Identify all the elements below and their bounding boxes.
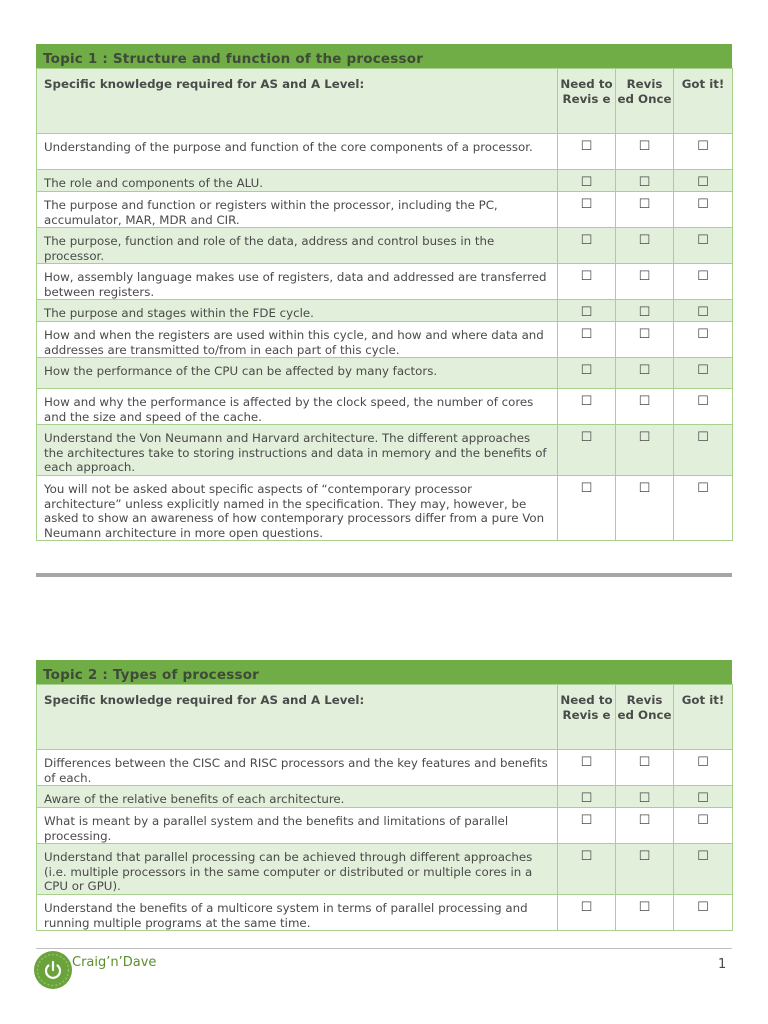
need-to-revise-checkbox[interactable]: ☐ [558,808,616,844]
topic-2-title: Topic 2 : Types of processor [36,660,732,684]
table-row [37,476,733,541]
need-to-revise-header: Need to Revis e [558,685,616,750]
row-text: Understand the Von Neumann and Harvard architecture. The different approaches the architectures take to storing instructions and data in memory and the benefits of each approach. [37,425,558,476]
need-to-revise-checkbox[interactable]: ☐ [558,786,616,808]
table-row [37,389,733,425]
revised-once-checkbox[interactable]: ☐ [616,425,674,476]
table-row [37,322,733,358]
table-row [37,895,733,931]
got-it-header: Got it! [674,685,733,750]
need-to-revise-checkbox[interactable]: ☐ [558,358,616,389]
row-text: You will not be asked about specific aspects of “contemporary processor architecture” unless explicitly named in the specification. They may, however, be asked to show an awareness of how contemporary processors differ from a pure Von Neumann architecture in more open questions. [37,476,558,541]
got-it-checkbox[interactable]: ☐ [674,425,733,476]
row-text: Understand that parallel processing can be achieved through different approaches (i.e. multiple processors in the same computer or distributed or multiple cores in a CPU or GPU). [37,844,558,895]
row-text: Differences between the CISC and RISC processors and the key features and benefits of each. [37,750,558,786]
table-row [37,786,733,808]
knowledge-header: Specific knowledge required for AS and A Level: [37,685,558,750]
table-row [37,134,733,170]
revised-once-checkbox[interactable]: ☐ [616,844,674,895]
section-divider [36,573,732,577]
page-number: 1 [718,957,727,972]
row-text: The role and components of the ALU. [37,170,558,192]
topic-2-header-row [37,685,733,750]
topic-1-title: Topic 1 : Structure and function of the processor [36,44,732,68]
row-text: How and when the registers are used within this cycle, and how and where data and addresses are transmitted to/from in each part of this cycle. [37,322,558,358]
topic-2-section [36,660,732,931]
revised-once-checkbox[interactable]: ☐ [616,786,674,808]
got-it-checkbox[interactable]: ☐ [674,192,733,228]
got-it-checkbox[interactable]: ☐ [674,358,733,389]
table-row [37,358,733,389]
row-text: How, assembly language makes use of registers, data and addressed are transferred between registers. [37,264,558,300]
got-it-checkbox[interactable]: ☐ [674,170,733,192]
need-to-revise-checkbox[interactable]: ☐ [558,264,616,300]
revised-once-checkbox[interactable]: ☐ [616,192,674,228]
row-text: How and why the performance is affected by the clock speed, the number of cores and the size and speed of the cache. [37,389,558,425]
got-it-checkbox[interactable]: ☐ [674,389,733,425]
brand-name: Craig’n’Dave [72,955,157,970]
knowledge-header: Specific knowledge required for AS and A Level: [37,69,558,134]
revised-once-header: Revis ed Once [616,685,674,750]
revised-once-checkbox[interactable]: ☐ [616,264,674,300]
table-row [37,170,733,192]
revised-once-checkbox[interactable]: ☐ [616,358,674,389]
table-row [37,192,733,228]
need-to-revise-checkbox[interactable]: ☐ [558,322,616,358]
row-text: The purpose and function or registers within the processor, including the PC, accumulator, MAR, MDR and CIR. [37,192,558,228]
topic-1-header-row [37,69,733,134]
need-to-revise-checkbox[interactable]: ☐ [558,425,616,476]
row-text: The purpose and stages within the FDE cycle. [37,300,558,322]
table-row [37,808,733,844]
need-to-revise-checkbox[interactable]: ☐ [558,389,616,425]
table-row [37,750,733,786]
got-it-checkbox[interactable]: ☐ [674,750,733,786]
need-to-revise-checkbox[interactable]: ☐ [558,750,616,786]
footer-rule [36,948,732,949]
got-it-checkbox[interactable]: ☐ [674,808,733,844]
row-text: What is meant by a parallel system and the benefits and limitations of parallel processing. [37,808,558,844]
got-it-checkbox[interactable]: ☐ [674,844,733,895]
row-text: The purpose, function and role of the data, address and control buses in the processor. [37,228,558,264]
table-row [37,228,733,264]
need-to-revise-header: Need to Revis e [558,69,616,134]
got-it-checkbox[interactable]: ☐ [674,476,733,541]
got-it-checkbox[interactable]: ☐ [674,322,733,358]
table-row [37,264,733,300]
topic-2-table [36,684,733,931]
table-row [37,844,733,895]
revised-once-checkbox[interactable]: ☐ [616,228,674,264]
need-to-revise-checkbox[interactable]: ☐ [558,476,616,541]
got-it-header: Got it! [674,69,733,134]
revised-once-checkbox[interactable]: ☐ [616,750,674,786]
need-to-revise-checkbox[interactable]: ☐ [558,844,616,895]
revised-once-checkbox[interactable]: ☐ [616,895,674,931]
got-it-checkbox[interactable]: ☐ [674,895,733,931]
need-to-revise-checkbox[interactable]: ☐ [558,300,616,322]
got-it-checkbox[interactable]: ☐ [674,228,733,264]
row-text: Understanding of the purpose and function of the core components of a processor. [37,134,558,170]
revised-once-checkbox[interactable]: ☐ [616,300,674,322]
row-text: How the performance of the CPU can be affected by many factors. [37,358,558,389]
revised-once-checkbox[interactable]: ☐ [616,322,674,358]
need-to-revise-checkbox[interactable]: ☐ [558,192,616,228]
got-it-checkbox[interactable]: ☐ [674,134,733,170]
topic-1-table [36,68,733,541]
need-to-revise-checkbox[interactable]: ☐ [558,228,616,264]
got-it-checkbox[interactable]: ☐ [674,300,733,322]
topic-1-section [36,44,732,541]
got-it-checkbox[interactable]: ☐ [674,264,733,300]
revised-once-checkbox[interactable]: ☐ [616,476,674,541]
need-to-revise-checkbox[interactable]: ☐ [558,170,616,192]
need-to-revise-checkbox[interactable]: ☐ [558,895,616,931]
revised-once-checkbox[interactable]: ☐ [616,389,674,425]
row-text: Understand the benefits of a multicore system in terms of parallel processing and running multiple programs at the same time. [37,895,558,931]
row-text: Aware of the relative benefits of each architecture. [37,786,558,808]
revised-once-checkbox[interactable]: ☐ [616,808,674,844]
table-row [37,300,733,322]
revised-once-checkbox[interactable]: ☐ [616,170,674,192]
revised-once-checkbox[interactable]: ☐ [616,134,674,170]
power-logo-icon [33,950,73,990]
got-it-checkbox[interactable]: ☐ [674,786,733,808]
need-to-revise-checkbox[interactable]: ☐ [558,134,616,170]
revised-once-header: Revis ed Once [616,69,674,134]
table-row [37,425,733,476]
